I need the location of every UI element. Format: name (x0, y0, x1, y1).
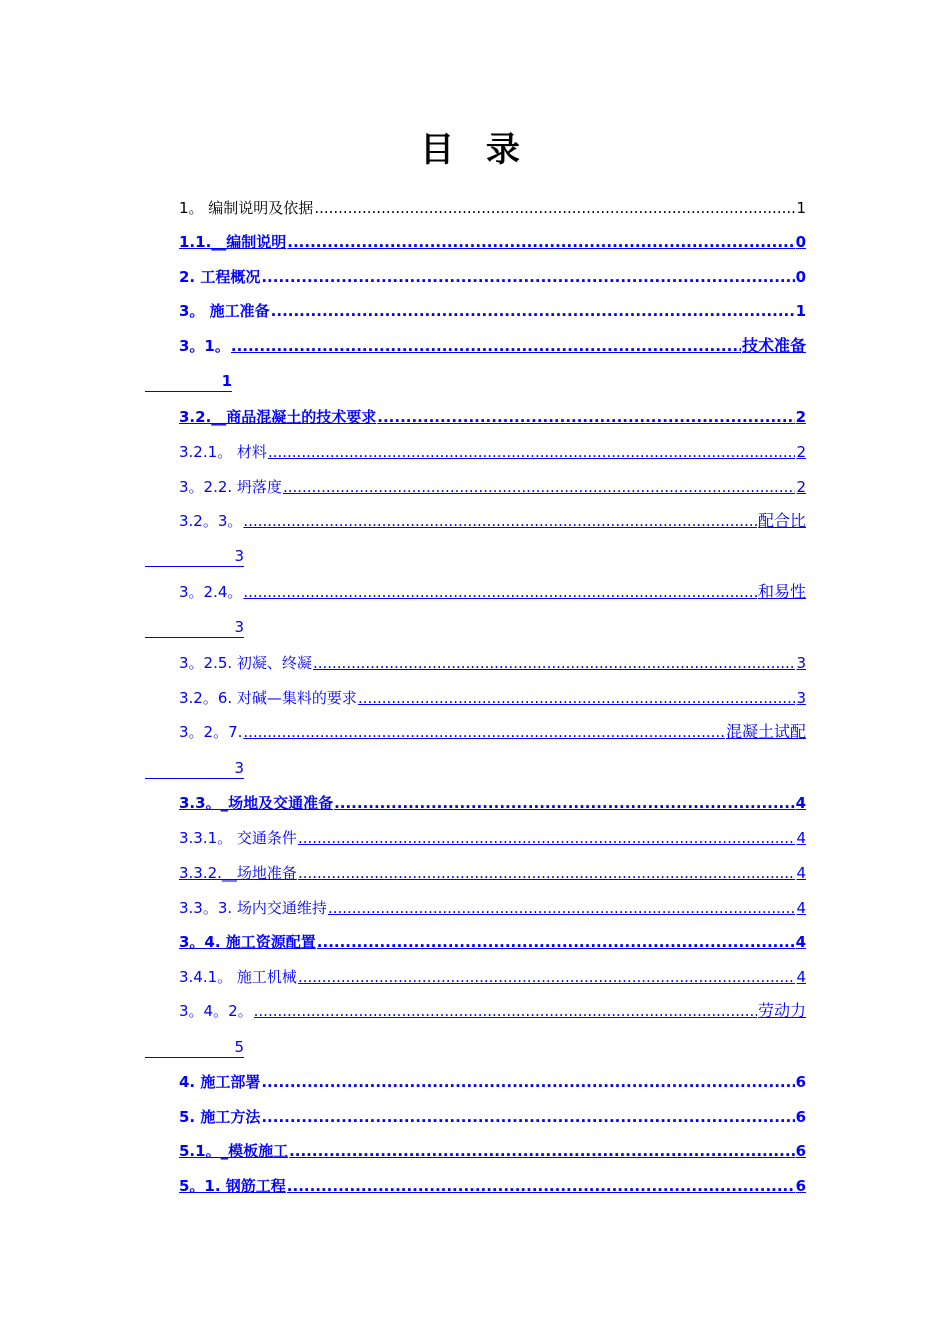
toc-leader (254, 1001, 757, 1021)
toc-leader (261, 267, 794, 287)
toc-entry-label: 3.3。_场地及交通准备 (179, 794, 334, 812)
toc-entry[interactable] (179, 1103, 806, 1127)
toc-entry[interactable] (179, 1172, 806, 1196)
toc-leader (243, 582, 757, 602)
toc-entry-continuation[interactable] (145, 1034, 244, 1058)
toc-entry[interactable] (179, 438, 806, 462)
toc-leader (298, 828, 796, 848)
toc-entry-label: 3。4。2。 (179, 1002, 253, 1020)
toc-entry-continuation[interactable] (145, 368, 232, 392)
toc-entry-page: 3 (796, 689, 806, 707)
toc-entry-label: 3。2.2. 坍落度 (179, 478, 282, 496)
toc-entry-page: 1 (796, 199, 806, 217)
toc-leader (283, 477, 796, 497)
toc-entry[interactable] (179, 194, 806, 218)
toc-leader (317, 932, 795, 952)
toc-leader (287, 1176, 795, 1196)
toc-entry-page: 5 (145, 1037, 244, 1058)
toc-entry-label: 3。2。7. (179, 723, 243, 741)
toc-entry-tail: 技术准备 (741, 336, 806, 355)
toc-entry-tail: 混凝土试配 (725, 722, 806, 741)
toc-leader (298, 967, 796, 987)
toc-entry-label: 3。2.5. 初凝、终凝 (179, 654, 312, 672)
toc-entry-label: 3。2.4。 (179, 583, 243, 601)
toc-entry[interactable] (179, 824, 806, 848)
toc-title: 目 录 (420, 130, 530, 170)
toc-entry[interactable] (179, 928, 806, 952)
toc-leader (287, 232, 794, 252)
toc-entry[interactable] (179, 228, 806, 252)
toc-leader (313, 653, 796, 673)
toc-entry-continuation[interactable] (145, 614, 244, 638)
toc-entry-label: 3.2。3。 (179, 512, 243, 530)
toc-entry-page: 0 (795, 268, 806, 286)
toc-entry[interactable] (179, 473, 806, 497)
toc-entry-page: 4 (796, 829, 806, 847)
toc-entry[interactable] (179, 297, 806, 321)
toc-entry-page: 3 (145, 617, 244, 638)
toc-entry-label: 3.3.2.__场地准备 (179, 864, 297, 882)
toc-entry-continuation[interactable] (145, 755, 244, 779)
toc-entry-tail: 配合比 (757, 511, 806, 530)
toc-entry[interactable] (179, 859, 806, 883)
toc-entry[interactable] (179, 963, 806, 987)
toc-entry-label: 3.2.__商品混凝土的技术要求 (179, 408, 377, 426)
toc-leader (231, 336, 741, 356)
toc-leader (328, 898, 796, 918)
toc-entry-page: 3 (796, 654, 806, 672)
toc-leader (268, 442, 796, 462)
toc-entry-label: 3。 施工准备 (179, 302, 270, 320)
toc-leader (377, 407, 794, 427)
toc-entry-page: 2 (795, 408, 806, 426)
toc-entry[interactable] (179, 649, 806, 673)
toc-entry[interactable] (179, 507, 806, 531)
toc-entry-label: 1.1.__编制说明 (179, 233, 287, 251)
toc-entry[interactable] (179, 578, 806, 602)
toc-entry-page: 4 (796, 899, 806, 917)
toc-entry[interactable] (179, 789, 806, 813)
toc-entry[interactable] (179, 718, 806, 742)
toc-entry[interactable] (179, 684, 806, 708)
toc-entry-label: 3。1。 (179, 337, 230, 355)
toc-entry[interactable] (179, 403, 806, 427)
toc-entry[interactable] (179, 263, 806, 287)
toc-entry-page: 4 (796, 864, 806, 882)
toc-leader (314, 198, 795, 218)
toc-entry-label: 3.3。3. 场内交通维持 (179, 899, 327, 917)
toc-entry-label: 5.1。_模板施工 (179, 1142, 289, 1160)
toc-entry-tail: 劳动力 (757, 1001, 806, 1020)
toc-leader (334, 793, 794, 813)
toc-leader (243, 722, 725, 742)
toc-entry[interactable] (179, 1137, 806, 1161)
toc-entry-label: 3.3.1。 交通条件 (179, 829, 297, 847)
toc-entry-label: 3。4. 施工资源配置 (179, 933, 316, 951)
toc-entry-page: 6 (795, 1177, 806, 1195)
toc-leader (298, 863, 796, 883)
toc-leader (261, 1072, 794, 1092)
toc-entry-page: 4 (796, 968, 806, 986)
toc-entry-label: 3.2。6. 对碱—集料的要求 (179, 689, 357, 707)
toc-entry-page: 6 (795, 1142, 806, 1160)
toc-entry-page: 3 (145, 758, 244, 779)
toc-leader (289, 1141, 794, 1161)
toc-entry-page: 6 (795, 1073, 806, 1091)
toc-entry-page: 4 (795, 794, 806, 812)
toc-entry-page: 2 (796, 478, 806, 496)
toc-entry-tail: 和易性 (757, 582, 806, 601)
toc-entry-page: 2 (796, 443, 806, 461)
toc-entry[interactable] (179, 997, 806, 1021)
toc-entry-page: 3 (145, 546, 244, 567)
toc-entry[interactable] (179, 894, 806, 918)
toc-leader (261, 1107, 794, 1127)
toc-entry-label: 4. 施工部署 (179, 1073, 261, 1091)
toc-entry[interactable] (179, 332, 806, 356)
toc-entry-page: 6 (795, 1108, 806, 1126)
toc-entry-page: 1 (145, 371, 232, 392)
toc-leader (271, 301, 795, 321)
toc-entry-page: 4 (795, 933, 806, 951)
toc-entry-label: 2. 工程概况 (179, 268, 261, 286)
toc-entry-page: 1 (795, 302, 806, 320)
toc-entry-label: 3.2.1。 材料 (179, 443, 267, 461)
toc-entry[interactable] (179, 1068, 806, 1092)
toc-entry-label: 3.4.1。 施工机械 (179, 968, 297, 986)
toc-leader (243, 511, 757, 531)
toc-entry-label: 5。1. 钢筋工程 (179, 1177, 286, 1195)
toc-leader (358, 688, 796, 708)
toc-entry-page: 0 (795, 233, 806, 251)
toc-entry-label: 1。 编制说明及依据 (179, 199, 314, 217)
toc-entry-label: 5. 施工方法 (179, 1108, 261, 1126)
toc-entry-continuation[interactable] (145, 543, 244, 567)
